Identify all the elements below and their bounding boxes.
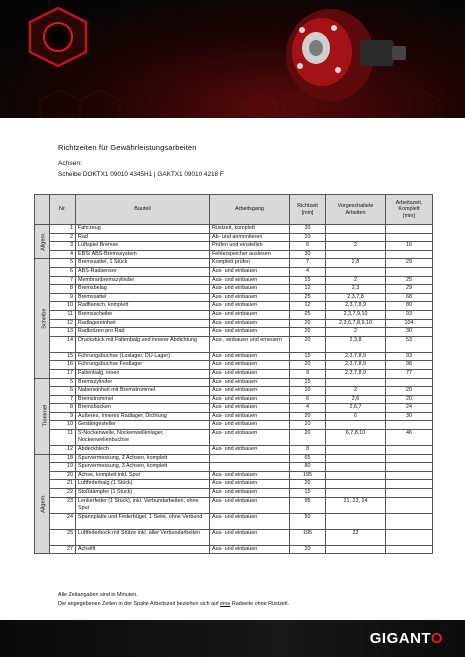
cell-part: Rad bbox=[76, 233, 210, 242]
cell-part: ABS-Radsensor bbox=[76, 267, 210, 276]
table-row bbox=[35, 430, 433, 446]
table-row bbox=[35, 293, 433, 302]
cell-time: 15 bbox=[290, 352, 326, 361]
cell-time: 10 bbox=[290, 421, 326, 430]
cell-nr: 6 bbox=[50, 387, 76, 396]
cell-nr: 16 bbox=[50, 361, 76, 370]
cell-time: 20 bbox=[290, 480, 326, 489]
cell-part: Spurvermessung, 2 Achsen, komplett bbox=[76, 454, 210, 463]
cell-part: EBS/ ABS-Bremssystem bbox=[76, 250, 210, 259]
cell-part: Bremssattel bbox=[76, 293, 210, 302]
cell-prior bbox=[326, 471, 386, 480]
cell-step: Aus-, einbauen und erneuern bbox=[210, 336, 290, 352]
cell-part: Spurvermessung, 3 Achsen, komplett bbox=[76, 463, 210, 472]
table-row bbox=[35, 404, 433, 413]
cell-nr: 7 bbox=[50, 395, 76, 404]
cell-step: Aus- und einbauen bbox=[210, 471, 290, 480]
logo-o-mark: O bbox=[430, 630, 443, 647]
cell-step: Aus- und einbauen bbox=[210, 293, 290, 302]
cell-part: Achslift bbox=[76, 545, 210, 554]
cell-total bbox=[386, 489, 433, 498]
cell-prior: 22 bbox=[326, 529, 386, 545]
cell-total bbox=[386, 421, 433, 430]
cell-nr: 2 bbox=[50, 233, 76, 242]
col-part-header: Bauteil bbox=[76, 195, 210, 225]
cell-step: Aus- und einbauen bbox=[210, 412, 290, 421]
cell-time: 4 bbox=[290, 404, 326, 413]
cell-total: 68 bbox=[386, 293, 433, 302]
cell-total bbox=[386, 454, 433, 463]
cell-nr: 21 bbox=[50, 480, 76, 489]
cell-total bbox=[386, 446, 433, 455]
table-row bbox=[35, 259, 433, 268]
cell-part: Bremsbacken bbox=[76, 404, 210, 413]
table-row bbox=[35, 336, 433, 352]
col-time-header bbox=[290, 195, 326, 225]
cell-step: Aus- und einbauen bbox=[210, 276, 290, 285]
cell-prior bbox=[326, 378, 386, 387]
table-row bbox=[35, 545, 433, 554]
cell-step: Aus- und einbauen bbox=[210, 328, 290, 337]
cell-time: 15 bbox=[290, 489, 326, 498]
cell-total: 46 bbox=[386, 430, 433, 446]
cell-time: 20 bbox=[290, 361, 326, 370]
group-label: Trommel bbox=[42, 405, 49, 427]
cell-nr: 7 bbox=[50, 276, 76, 285]
cell-total: 20 bbox=[386, 395, 433, 404]
cell-part: Bremstrommel bbox=[76, 395, 210, 404]
col-prior-header: Vorgeschaltete Arbeiten bbox=[326, 195, 386, 225]
cell-part: Druckstück mit Faltenbalg und innerer Abdichtung bbox=[76, 336, 210, 352]
table-row bbox=[35, 285, 433, 294]
cell-step: Aus- und einbauen bbox=[210, 352, 290, 361]
cell-total bbox=[386, 471, 433, 480]
cell-prior: 2,3,7,8,9 bbox=[326, 302, 386, 311]
cell-total: 53 bbox=[386, 336, 433, 352]
cell-step: Prüfen und einstellen bbox=[210, 242, 290, 251]
cell-time: 20 bbox=[290, 430, 326, 446]
cell-step: Aus- und einbauen bbox=[210, 430, 290, 446]
cell-nr: 25 bbox=[50, 529, 76, 545]
cell-part: Abdeckblech bbox=[76, 446, 210, 455]
cell-prior bbox=[326, 267, 386, 276]
cell-nr: 9 bbox=[50, 412, 76, 421]
cell-part: Bremssattel, 1 Stück bbox=[76, 259, 210, 268]
cell-total: 30 bbox=[386, 412, 433, 421]
group-label-cell bbox=[35, 454, 50, 554]
table-row bbox=[35, 446, 433, 455]
cell-prior: 2,3,7,8,9 bbox=[326, 352, 386, 361]
cell-part: Luftfederbalg (1 Stück) bbox=[76, 480, 210, 489]
cell-nr: 6 bbox=[50, 267, 76, 276]
cell-step: Fehlerspeicher auslesen bbox=[210, 250, 290, 259]
table-row bbox=[35, 421, 433, 430]
cell-total bbox=[386, 225, 433, 234]
cell-time: 20 bbox=[290, 545, 326, 554]
table-row bbox=[35, 319, 433, 328]
cell-total: 98 bbox=[386, 361, 433, 370]
cell-total bbox=[386, 233, 433, 242]
cell-step: Aus- und einbauen bbox=[210, 513, 290, 529]
cell-time: 195 bbox=[290, 471, 326, 480]
cell-nr: 19 bbox=[50, 463, 76, 472]
group-header bbox=[35, 195, 50, 225]
table-row bbox=[35, 352, 433, 361]
cell-part: Lüftspiel Bremse bbox=[76, 242, 210, 251]
cell-nr: 8 bbox=[50, 285, 76, 294]
cell-prior: 2,3,8 bbox=[326, 336, 386, 352]
group-label: Allgem. bbox=[40, 494, 47, 514]
page-title: Richtzeiten für Gewährleistungsarbeiten bbox=[58, 143, 197, 152]
cell-prior bbox=[326, 446, 386, 455]
cell-part: Bremszylinder bbox=[76, 378, 210, 387]
cell-step: Rüstzeit, komplett bbox=[210, 225, 290, 234]
cell-total: 29 bbox=[386, 285, 433, 294]
banner-graphic bbox=[0, 0, 465, 118]
cell-step: Aus- und einbauen bbox=[210, 446, 290, 455]
cell-total bbox=[386, 463, 433, 472]
cell-nr: 27 bbox=[50, 545, 76, 554]
cell-total: 30 bbox=[386, 328, 433, 337]
table-row bbox=[35, 267, 433, 276]
cell-nr: 22 bbox=[50, 489, 76, 498]
cell-part: Radbolzen pro Rad bbox=[76, 328, 210, 337]
cell-part: Radflansch, komplett bbox=[76, 302, 210, 311]
cell-prior: 2,3,7,8,9 bbox=[326, 369, 386, 378]
cell-prior: 6,7,8,10 bbox=[326, 430, 386, 446]
note-worktime-text: Die angegebenen Zeiten in der Spalte Arbeitszeit beziehen sich auf bbox=[58, 601, 221, 607]
cell-total bbox=[386, 378, 433, 387]
cell-total bbox=[386, 267, 433, 276]
cell-prior: 2,3,7,8,9 bbox=[326, 361, 386, 370]
cell-prior: 2,6 bbox=[326, 395, 386, 404]
cell-nr: 5 bbox=[50, 259, 76, 268]
cell-total: 80 bbox=[386, 302, 433, 311]
table-row bbox=[35, 250, 433, 259]
table-row bbox=[35, 361, 433, 370]
cell-total bbox=[386, 480, 433, 489]
col-total-header bbox=[386, 195, 433, 225]
group-label-cell bbox=[35, 378, 50, 454]
cell-nr: 18 bbox=[50, 454, 76, 463]
table-row bbox=[35, 489, 433, 498]
cell-step: Aus- und einbauen bbox=[210, 302, 290, 311]
table-row bbox=[35, 276, 433, 285]
cell-prior: 2,6,7 bbox=[326, 404, 386, 413]
cell-step: Aus- und einbauen bbox=[210, 489, 290, 498]
note-minutes: Alle Zeitangaben sind in Minuten. bbox=[58, 592, 138, 598]
cell-time: 20 bbox=[290, 319, 326, 328]
group-label-cell bbox=[35, 225, 50, 259]
cell-part: Führungsbuchse (Loslager, DU-Lager) bbox=[76, 352, 210, 361]
cell-step: Aus- und einbauen bbox=[210, 545, 290, 554]
cell-part: Achse, komplett inkl. Spur bbox=[76, 471, 210, 480]
cell-nr: 10 bbox=[50, 421, 76, 430]
table-row bbox=[35, 225, 433, 234]
table-row bbox=[35, 310, 433, 319]
col-time-label: Richtzeit bbox=[297, 202, 318, 209]
col-total-unit: [min] bbox=[403, 212, 415, 219]
cell-total: 25 bbox=[386, 276, 433, 285]
table-row bbox=[35, 471, 433, 480]
cell-prior: 2 bbox=[326, 387, 386, 396]
cell-total: 20 bbox=[386, 387, 433, 396]
cell-step: Aus- und einbauen bbox=[210, 267, 290, 276]
cell-total bbox=[386, 497, 433, 513]
cell-total: 16 bbox=[386, 242, 433, 251]
cell-prior bbox=[326, 480, 386, 489]
table-row bbox=[35, 369, 433, 378]
cell-nr: 10 bbox=[50, 302, 76, 311]
cell-nr: 5 bbox=[50, 378, 76, 387]
note-worktime-tail: Radseite ohne Rüstzeit. bbox=[230, 601, 290, 607]
cell-total bbox=[386, 250, 433, 259]
cell-nr: 14 bbox=[50, 336, 76, 352]
table-row bbox=[35, 513, 433, 529]
cell-part: Membranbremszylinder bbox=[76, 276, 210, 285]
cell-prior: 2,3 bbox=[326, 285, 386, 294]
cell-total: 93 bbox=[386, 310, 433, 319]
cell-time: 195 bbox=[290, 529, 326, 545]
cell-time: 12 bbox=[290, 302, 326, 311]
col-time-unit: [min] bbox=[301, 209, 314, 216]
cell-step: Ab- und anmontieren bbox=[210, 233, 290, 242]
table-row bbox=[35, 233, 433, 242]
cell-time: 20 bbox=[290, 412, 326, 421]
cell-step: Aus- und einbauen bbox=[210, 404, 290, 413]
cell-time: 80 bbox=[290, 463, 326, 472]
cell-nr: 9 bbox=[50, 293, 76, 302]
cell-step: Aus- und einbauen bbox=[210, 310, 290, 319]
cell-step: Aus- und einbauen bbox=[210, 378, 290, 387]
cell-nr: 4 bbox=[50, 250, 76, 259]
cell-prior bbox=[326, 233, 386, 242]
cell-total: 77 bbox=[386, 369, 433, 378]
cell-part: Gestängesteller bbox=[76, 421, 210, 430]
cell-prior bbox=[326, 513, 386, 529]
cell-step: Aus- und einbauen bbox=[210, 387, 290, 396]
col-total-label: Arbeitszeit, Komplett bbox=[395, 199, 423, 213]
group-label-cell bbox=[35, 259, 50, 378]
cell-prior bbox=[326, 454, 386, 463]
cell-time: 30 bbox=[290, 225, 326, 234]
cell-prior bbox=[326, 489, 386, 498]
table-row bbox=[35, 395, 433, 404]
cell-part: Führungsbuchse Festlager bbox=[76, 361, 210, 370]
cell-step: Aus- und einbauen bbox=[210, 395, 290, 404]
cell-part: Fahrzeug bbox=[76, 225, 210, 234]
cell-prior bbox=[326, 421, 386, 430]
cell-time: 10 bbox=[290, 387, 326, 396]
axle-label: Achsen: bbox=[58, 160, 82, 167]
cell-step: Aus- und einbauen bbox=[210, 480, 290, 489]
cell-prior: 2,3,7,9,10 bbox=[326, 310, 386, 319]
cell-time: 12 bbox=[290, 285, 326, 294]
cell-time: 8 bbox=[290, 446, 326, 455]
cell-nr: 12 bbox=[50, 319, 76, 328]
cell-time: 6 bbox=[290, 395, 326, 404]
note-worktime bbox=[58, 601, 289, 607]
cell-part: Äußeres, Inneres Radlager, Dichtung bbox=[76, 412, 210, 421]
cell-prior: 6 bbox=[326, 412, 386, 421]
cell-step: Aus- und einbauen bbox=[210, 285, 290, 294]
table-row bbox=[35, 497, 433, 513]
cell-time: 15 bbox=[290, 378, 326, 387]
table-row bbox=[35, 412, 433, 421]
cell-step: Aus- und einbauen bbox=[210, 529, 290, 545]
table-row bbox=[35, 387, 433, 396]
cell-total bbox=[386, 513, 433, 529]
cell-part: Stoßdämpfer (1 Stück) bbox=[76, 489, 210, 498]
cell-prior: 2 bbox=[326, 242, 386, 251]
table-row bbox=[35, 529, 433, 545]
cell-nr: 8 bbox=[50, 404, 76, 413]
cell-step: Aus- und einbauen bbox=[210, 319, 290, 328]
cell-time: 30 bbox=[290, 250, 326, 259]
cell-nr: 1 bbox=[50, 225, 76, 234]
cell-part: Bremsscheibe bbox=[76, 310, 210, 319]
cell-step: Komplett prüfen bbox=[210, 259, 290, 268]
wheel-hub-graphic bbox=[286, 9, 406, 101]
col-nr-header: Nr. bbox=[50, 195, 76, 225]
cell-part: Faltenbalg, innen bbox=[76, 369, 210, 378]
cell-step: Aus- und einbauen bbox=[210, 369, 290, 378]
header-banner-image bbox=[0, 0, 465, 118]
table-row bbox=[35, 242, 433, 251]
axle-designation: Scheibe DOKTX1 09010 4345H1 | GAKTX1 09010 4218 F bbox=[58, 171, 224, 178]
hex-nut-graphic bbox=[30, 8, 86, 66]
cell-nr: 20 bbox=[50, 471, 76, 480]
logo-text: GIGANT bbox=[369, 630, 431, 647]
cell-part: Radlagereinheit bbox=[76, 319, 210, 328]
cell-time: 95 bbox=[290, 497, 326, 513]
cell-part: Bremsbelag bbox=[76, 285, 210, 294]
cell-part: Spannplatte und Federbügel, 1 Seite, ohne Verbund bbox=[76, 513, 210, 529]
note-worktime-underlined: eine bbox=[220, 601, 231, 607]
cell-step bbox=[210, 454, 290, 463]
cell-prior: 2,3,6,7,8,9,10 bbox=[326, 319, 386, 328]
repair-times-table bbox=[34, 194, 433, 554]
cell-time: 6 bbox=[290, 242, 326, 251]
cell-time: 10 bbox=[290, 233, 326, 242]
table-row bbox=[35, 328, 433, 337]
cell-time: 20 bbox=[290, 336, 326, 352]
group-label: Scheibe bbox=[41, 308, 48, 329]
cell-total: 29 bbox=[386, 259, 433, 268]
col-step-header: Arbeitsgang bbox=[210, 195, 290, 225]
cell-prior: 2,3,7,8 bbox=[326, 293, 386, 302]
cell-time: 15 bbox=[290, 276, 326, 285]
cell-prior: 2 bbox=[326, 276, 386, 285]
cell-time: 65 bbox=[290, 454, 326, 463]
cell-step: Aus- und einbauen bbox=[210, 497, 290, 513]
cell-total: 104 bbox=[386, 319, 433, 328]
cell-nr: 24 bbox=[50, 513, 76, 529]
cell-total bbox=[386, 545, 433, 554]
cell-time: 25 bbox=[290, 310, 326, 319]
cell-total: 93 bbox=[386, 352, 433, 361]
group-label: Allgem. bbox=[40, 232, 47, 252]
cell-nr: 15 bbox=[50, 352, 76, 361]
cell-prior bbox=[326, 250, 386, 259]
cell-time: 7 bbox=[290, 259, 326, 268]
cell-time: 9 bbox=[290, 369, 326, 378]
cell-part: Luftfederbock mit Stütze inkl. aller Verbundarbeiten bbox=[76, 529, 210, 545]
cell-total bbox=[386, 529, 433, 545]
cell-time: 25 bbox=[290, 293, 326, 302]
cell-nr: 13 bbox=[50, 328, 76, 337]
cell-nr: 23 bbox=[50, 497, 76, 513]
table-row bbox=[35, 378, 433, 387]
cell-part: Nabeneinheit mit Bremstrommel bbox=[76, 387, 210, 396]
cell-nr: 3 bbox=[50, 242, 76, 251]
table-row bbox=[35, 480, 433, 489]
table-row bbox=[35, 463, 433, 472]
table-row bbox=[35, 302, 433, 311]
cell-prior: 2,8 bbox=[326, 259, 386, 268]
cell-step: Aus- und einbauen bbox=[210, 421, 290, 430]
cell-prior: 2 bbox=[326, 328, 386, 337]
cell-step bbox=[210, 463, 290, 472]
cell-step: Aus- und einbauen bbox=[210, 361, 290, 370]
table-row bbox=[35, 454, 433, 463]
cell-nr: 11 bbox=[50, 310, 76, 319]
cell-time: 20 bbox=[290, 328, 326, 337]
cell-time: 4 bbox=[290, 267, 326, 276]
table-body bbox=[35, 225, 433, 554]
cell-total: 24 bbox=[386, 404, 433, 413]
cell-nr: 17 bbox=[50, 369, 76, 378]
cell-prior bbox=[326, 225, 386, 234]
cell-prior bbox=[326, 545, 386, 554]
cell-time: 50 bbox=[290, 513, 326, 529]
cell-prior bbox=[326, 463, 386, 472]
cell-part: Lenkerfeder (1 Stück), inkl. Verbundarbeiten, ohne Spur bbox=[76, 497, 210, 513]
cell-prior: 21, 22, 24 bbox=[326, 497, 386, 513]
cell-nr: 12 bbox=[50, 446, 76, 455]
cell-nr: 11 bbox=[50, 430, 76, 446]
cell-part: S-Nockenwelle, Nockenwellenlager, Nockenwellenbuchse bbox=[76, 430, 210, 446]
gigant-logo bbox=[370, 630, 443, 647]
